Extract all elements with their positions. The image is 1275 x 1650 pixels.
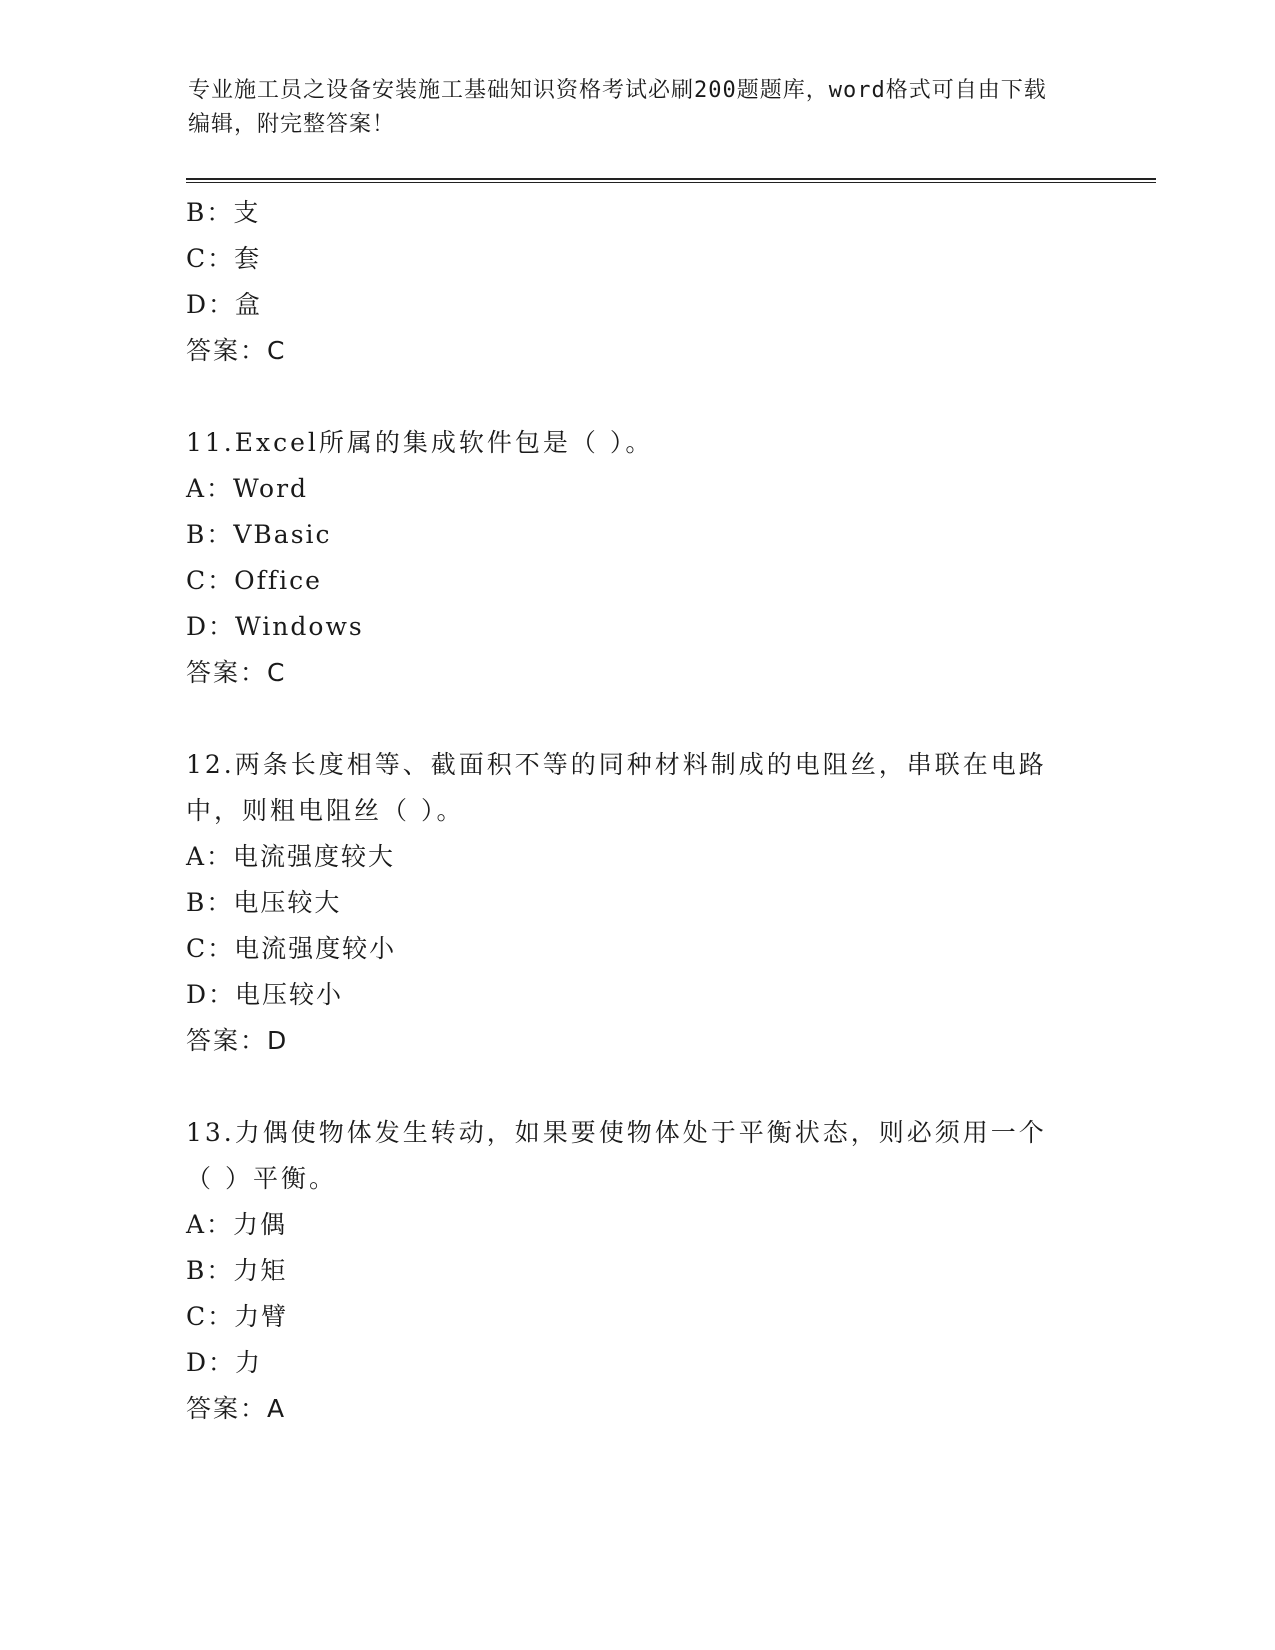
- option-a: A：电流强度较大: [186, 842, 396, 871]
- answer-line: 答案：C: [186, 336, 287, 365]
- option-c: C：力臂: [186, 1302, 289, 1331]
- answer-line: 答案：A: [186, 1394, 287, 1423]
- question-list: [186, 190, 1086, 1432]
- option-b: B：电压较大: [186, 888, 342, 917]
- option-d: D：盒: [186, 290, 263, 319]
- answer-line: 答案：D: [186, 1026, 289, 1055]
- question-stem: 13.力偶使物体发生转动，如果要使物体处于平衡状态，则必须用一个（ ）平衡。: [186, 1118, 1047, 1193]
- question-stem: 12.两条长度相等、截面积不等的同种材料制成的电阻丝，串联在电路中，则粗电阻丝（ ）。: [186, 750, 1047, 825]
- option-b: B：VBasic: [186, 520, 332, 549]
- option-b: B：力矩: [186, 1256, 288, 1285]
- option-c: C：套: [186, 244, 262, 273]
- answer-line: 答案：C: [186, 658, 287, 687]
- option-c: C：电流强度较小: [186, 934, 397, 963]
- question-stem: 11.Excel所属的集成软件包是（ ）。: [186, 428, 654, 457]
- option-b: B：支: [186, 198, 261, 227]
- header-divider: [186, 178, 1156, 183]
- option-a: A：力偶: [186, 1210, 288, 1239]
- page-header-title: 专业施工员之设备安装施工基础知识资格考试必刷200题题库，word格式可自由下载编辑，附完整答案！: [188, 78, 1047, 137]
- option-c: C：Office: [186, 566, 322, 595]
- option-d: D：力: [186, 1348, 263, 1377]
- option-d: D：电压较小: [186, 980, 344, 1009]
- option-d: D：Windows: [186, 612, 364, 641]
- option-a: A：Word: [186, 474, 309, 503]
